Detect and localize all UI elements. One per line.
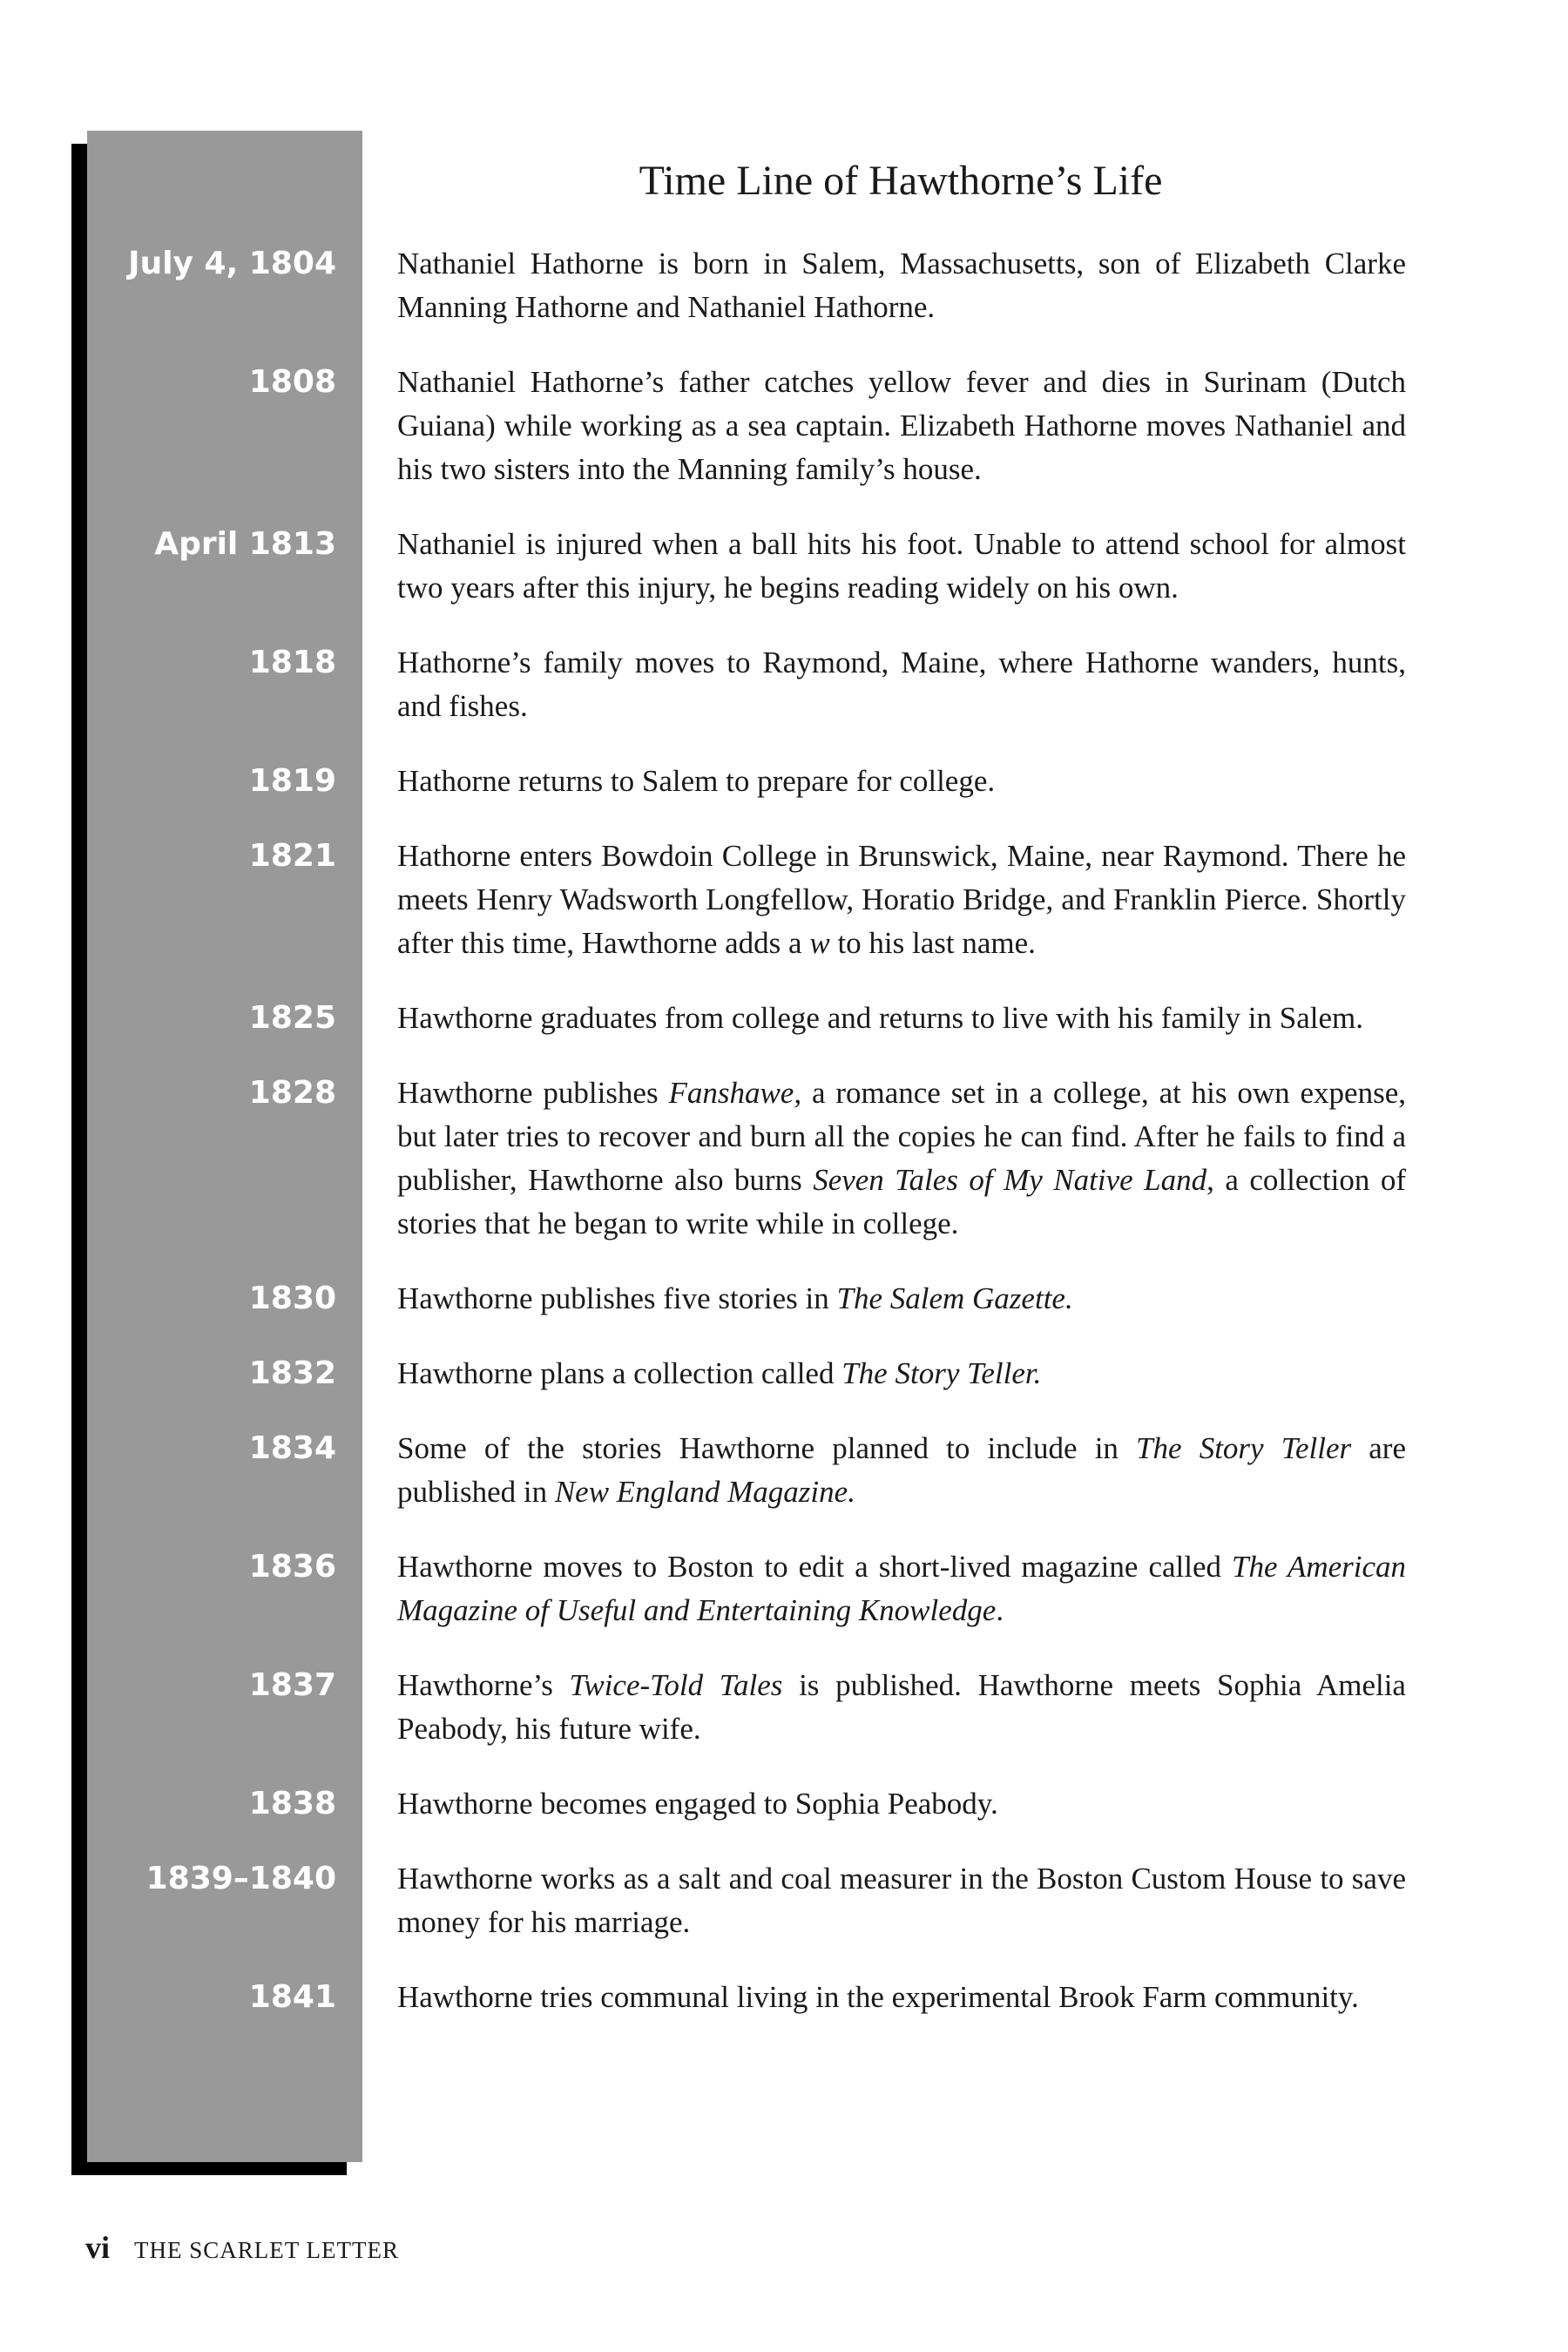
- page-number: vi: [85, 2230, 111, 2265]
- entry-text-segment: to his last name.: [829, 926, 1036, 960]
- entry-date: 1837: [248, 1667, 336, 1703]
- timeline-entry: [87, 361, 1411, 491]
- entry-description: [397, 523, 1406, 610]
- timeline-entry: [87, 1352, 1411, 1396]
- entry-date: 1836: [248, 1549, 336, 1585]
- entry-text-segment: Nathaniel Hathorne is born in Salem, Massachusetts, son of Elizabeth Clarke Manning Hathorne and Nathaniel Hathorne.: [397, 247, 1406, 324]
- timeline-entry: [87, 997, 1411, 1040]
- page-title: Time Line of Hawthorne’s Life: [639, 158, 1163, 204]
- timeline-entry: [87, 1427, 1411, 1514]
- entry-description: [397, 242, 1406, 329]
- entry-description: [397, 1545, 1406, 1632]
- entry-date: 1825: [248, 1000, 336, 1036]
- entry-date: 1832: [248, 1355, 336, 1391]
- entry-date: 1839–1840: [145, 1861, 336, 1896]
- entry-date: 1818: [248, 645, 336, 680]
- page-footer: [85, 2230, 399, 2268]
- entry-description: [397, 1857, 1406, 1944]
- running-head: THE SCARLET LETTER: [134, 2237, 399, 2263]
- entry-title-italic: Twice-Told Tales: [569, 1668, 783, 1702]
- timeline-entry: [87, 641, 1411, 728]
- entry-description: [397, 1277, 1406, 1321]
- entry-text-segment: Some of the stories Hawthorne planned to include in: [397, 1431, 1137, 1465]
- timeline-entry: [87, 242, 1411, 329]
- timeline-entry: [87, 1664, 1411, 1751]
- entry-title-italic: Seven Tales of My Native Land: [813, 1163, 1207, 1197]
- entry-text-segment: Hawthorne moves to Boston to edit a short-lived magazine called: [397, 1550, 1233, 1584]
- timeline-entry: [87, 1782, 1411, 1826]
- entry-text-segment: is published. Hawthorne meets Sophia Amelia Peabody, his future wife.: [397, 1668, 1406, 1746]
- entry-date: July 4, 1804: [128, 246, 336, 281]
- entry-text-segment: Hawthorne publishes five stories in: [397, 1281, 837, 1315]
- entry-text-segment: Hawthorne’s: [397, 1668, 570, 1702]
- timeline-entry: [87, 1857, 1411, 1944]
- entry-text-segment: Hawthorne publishes: [397, 1076, 669, 1110]
- entry-text-segment: Nathaniel is injured when a ball hits his foot. Unable to attend school for almost two years after this injury, he begins reading widely on his own.: [397, 527, 1406, 605]
- timeline-list: [87, 242, 1411, 2051]
- entry-description: [397, 1071, 1406, 1246]
- entry-text-segment: Hathorne’s family moves to Raymond, Maine, where Hathorne wanders, hunts, and fishes.: [397, 645, 1406, 723]
- entry-text-segment: Hathorne enters Bowdoin College in Brunswick, Maine, near Raymond. There he meets Henry Wadsworth Longfellow, Horatio Bridge, and Franklin Pierce. Shortly after this time, Hawthorne adds a: [397, 839, 1406, 960]
- entry-date: 1821: [248, 838, 336, 874]
- entry-text-segment: Hathorne returns to Salem to prepare for college.: [397, 764, 996, 798]
- entry-text-segment: .: [996, 1593, 1004, 1627]
- entry-description: [397, 1782, 1406, 1826]
- entry-description: [397, 1352, 1406, 1396]
- entry-description: [397, 1664, 1406, 1751]
- entry-date: 1828: [248, 1075, 336, 1111]
- timeline-entry: [87, 523, 1411, 610]
- timeline-entry: [87, 1976, 1411, 2019]
- entry-description: [397, 641, 1406, 728]
- entry-description: [397, 361, 1406, 491]
- entry-description: [397, 760, 1406, 803]
- entry-text-segment: Nathaniel Hathorne’s father catches yellow fever and dies in Surinam (Dutch Guiana) while working as a sea captain. Elizabeth Hathorne moves Nathaniel and his two sisters into the Manning family’s house.: [397, 365, 1406, 486]
- entry-description: [397, 997, 1406, 1040]
- entry-description: [397, 1976, 1406, 2019]
- entry-title-italic: The Salem Gazette.: [836, 1281, 1073, 1315]
- entry-text-segment: a romance set in a college, at his own expense, but later tries to recover and burn all the copies he can find. After he fails to find a publisher, Hawthorne also burns: [397, 1076, 1406, 1197]
- entry-title-italic: w: [809, 926, 830, 960]
- timeline-entry: [87, 835, 1411, 965]
- entry-text-segment: are published in: [397, 1431, 1406, 1509]
- entry-title-italic: The Story Teller.: [841, 1356, 1042, 1390]
- entry-date: 1841: [248, 1979, 336, 2015]
- entry-text-segment: Hawthorne becomes engaged to Sophia Peabody.: [397, 1787, 998, 1821]
- entry-description: [397, 1427, 1406, 1514]
- entry-date: 1834: [248, 1430, 336, 1466]
- timeline-entry: [87, 1545, 1411, 1632]
- timeline-entry: [87, 760, 1411, 803]
- entry-date: April 1813: [154, 526, 336, 562]
- entry-description: [397, 835, 1406, 965]
- entry-text-segment: Hawthorne graduates from college and returns to live with his family in Salem.: [397, 1001, 1364, 1035]
- entry-date: 1830: [248, 1281, 336, 1316]
- timeline-entry: [87, 1277, 1411, 1321]
- entry-text-segment: Hawthorne works as a salt and coal measurer in the Boston Custom House to save money for his marriage.: [397, 1862, 1406, 1939]
- entry-text-segment: Hawthorne tries communal living in the experimental Brook Farm community.: [397, 1980, 1359, 2014]
- entry-text-segment: , a collection of stories that he began to write while in college.: [397, 1163, 1406, 1240]
- entry-date: 1808: [248, 364, 336, 400]
- entry-title-italic: New England Magazine.: [554, 1475, 855, 1509]
- entry-title-italic: Fanshawe,: [668, 1076, 802, 1110]
- entry-title-italic: The American Magazine of Useful and Entertaining Knowledge: [397, 1550, 1407, 1627]
- entry-title-italic: The Story Teller: [1136, 1431, 1352, 1465]
- entry-text-segment: Hawthorne plans a collection called: [397, 1356, 842, 1390]
- timeline-entry: [87, 1071, 1411, 1246]
- entry-date: 1819: [248, 763, 336, 799]
- entry-date: 1838: [248, 1786, 336, 1821]
